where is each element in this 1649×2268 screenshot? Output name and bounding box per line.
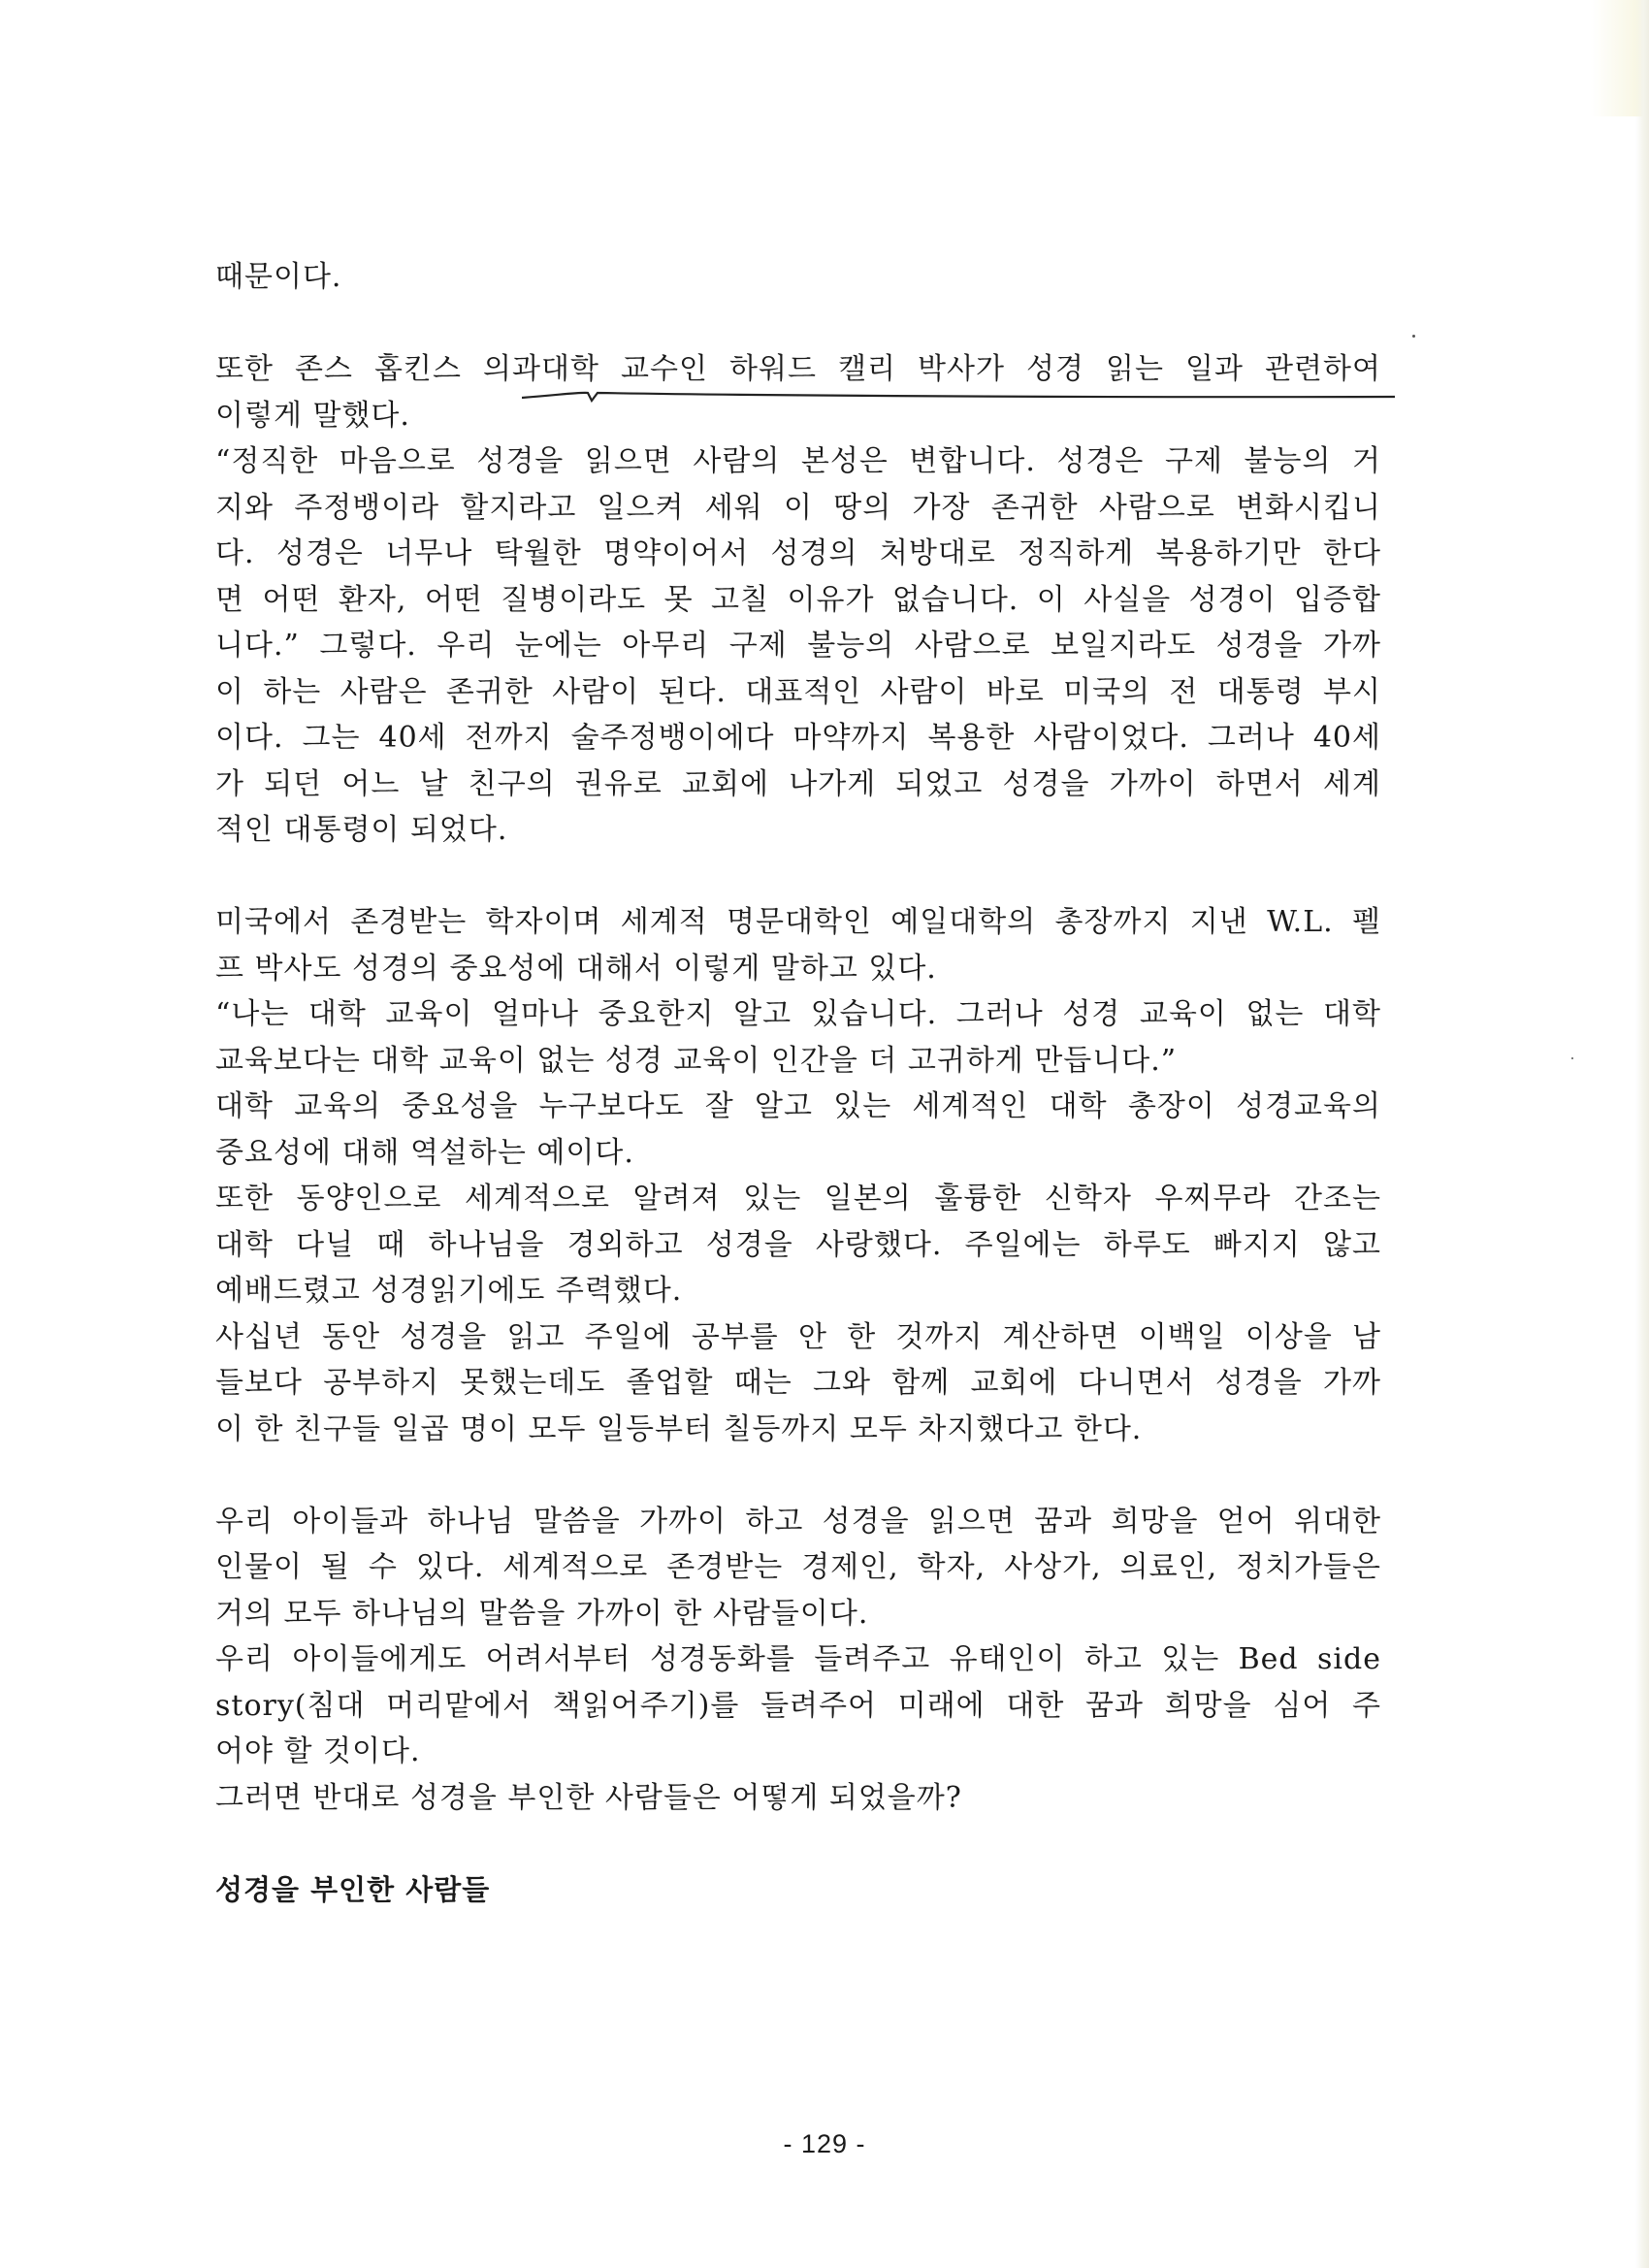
text-line: 우리 아이들에게도 어려서부터 성경동화를 들려주고 유태인이 하고 있는 Bed side — [215, 1642, 1381, 1676]
paragraph — [215, 1499, 1381, 1822]
page-number: - 129 - — [783, 2129, 866, 2158]
text-line: 대학 교육의 중요성을 누구보다도 잘 알고 있는 세계적인 대학 총장이 성경교육의 — [215, 1089, 1381, 1123]
text-line: 우리 아이들과 하나님 말씀을 가까이 하고 성경을 읽으면 꿈과 희망을 얻어 위대한 — [215, 1504, 1381, 1539]
text-line: 또한 존스 홉킨스 의과대학 교수인 하워드 캘리 박사가 성경 읽는 일과 관련하여 — [215, 352, 1381, 386]
text-line: 또한 동양인으로 세계적으로 알려져 있는 일본의 훌륭한 신학자 우찌무라 간조는 — [215, 1182, 1381, 1215]
text-line: 니다.” 그렇다. 우리 눈에는 아무리 구제 불능의 사람으로 보일지라도 성경을 가까 — [215, 629, 1381, 663]
paragraph — [215, 346, 1381, 854]
document-body — [215, 254, 1381, 1913]
paragraph — [215, 899, 1381, 1452]
text-line: 이다. 그는 40세 전까지 술주정뱅이에다 마약까지 복용한 사람이었다. 그러나 40세 — [215, 721, 1381, 755]
text-line: 어야 할 것이다. — [215, 1734, 421, 1768]
text-line: 사십년 동안 성경을 읽고 주일에 공부를 안 한 것까지 계산하면 이백일 이상을 남 — [215, 1319, 1381, 1354]
paragraph-gap — [215, 1452, 1381, 1499]
text-line: 때문이다. — [215, 260, 342, 294]
text-line: 면 어떤 환자, 어떤 질병이라도 못 고칠 이유가 없습니다. 이 사실을 성경이 입증합 — [215, 582, 1381, 617]
text-line: story(침대 머리맡에서 책읽어주기)를 들려주어 미래에 대한 꿈과 희망을 심어 주 — [215, 1688, 1381, 1723]
text-line: 예배드렸고 성경읽기에도 주력했다. — [215, 1274, 683, 1308]
scan-edge-shadow — [1635, 0, 1649, 2268]
text-line: 중요성에 대해 역설하는 예이다. — [215, 1135, 634, 1170]
text-line: 거의 모두 하나님의 말씀을 가까이 한 사람들이다. — [215, 1596, 869, 1631]
paragraph-gap — [215, 1821, 1381, 1867]
text-line: 대학 다닐 때 하나님을 경외하고 성경을 사랑했다. 주일에는 하루도 빠지지 않고 — [215, 1227, 1381, 1262]
text-line: 들보다 공부하지 못했는데도 졸업할 때는 그와 함께 교회에 다니면서 성경을 가까 — [215, 1366, 1381, 1400]
handwritten-underline — [522, 389, 1395, 403]
text-line: 프 박사도 성경의 중요성에 대해서 이렇게 말하고 있다. — [215, 951, 937, 986]
paragraph-gap — [215, 301, 1381, 347]
text-line: “정직한 마음으로 성경을 읽으면 사람의 본성은 변합니다. 성경은 구제 불능의 거 — [215, 444, 1381, 478]
text-line: 이렇게 말했다. — [215, 398, 410, 433]
text-line: 다. 성경은 너무나 탁월한 명약이어서 성경의 처방대로 정직하게 복용하기만 한다 — [215, 536, 1381, 570]
text-line: 이 하는 사람은 존귀한 사람이 된다. 대표적인 사람이 바로 미국의 전 대통령 부시 — [215, 674, 1381, 709]
text-line: “나는 대학 교육이 얼마나 중요한지 알고 있습니다. 그러나 성경 교육이 없는 대학 — [215, 997, 1381, 1031]
text-line: 교육보다는 대학 교육이 없는 성경 교육이 인간을 더 고귀하게 만듭니다.” — [215, 1043, 1178, 1078]
text-line: 이 한 친구들 일곱 명이 모두 일등부터 칠등까지 모두 차지했다고 한다. — [215, 1411, 1143, 1446]
text-line: 지와 주정뱅이라 할지라고 일으켜 세워 이 땅의 가장 존귀한 사람으로 변화시킵니 — [215, 490, 1381, 525]
text-line: 그러면 반대로 성경을 부인한 사람들은 어떻게 되었을까? — [215, 1780, 962, 1815]
text-line: 인물이 될 수 있다. 세계적으로 존경받는 경제인, 학자, 사상가, 의료인, 정치가들은 — [215, 1550, 1381, 1584]
text-line: 적인 대통령이 되었다. — [215, 813, 508, 847]
paragraph-gap — [215, 854, 1381, 900]
scan-speck — [1412, 335, 1415, 338]
section-heading: 성경을 부인한 사람들 — [215, 1872, 491, 1906]
text-line: 미국에서 존경받는 학자이며 세계적 명문대학인 예일대학의 총장까지 지낸 W.L. 펠 — [215, 905, 1381, 939]
text-line: 가 되던 어느 날 친구의 권유로 교회에 나가게 되었고 성경을 가까이 하면서 세계 — [215, 766, 1381, 801]
scan-speck — [1571, 1057, 1573, 1059]
